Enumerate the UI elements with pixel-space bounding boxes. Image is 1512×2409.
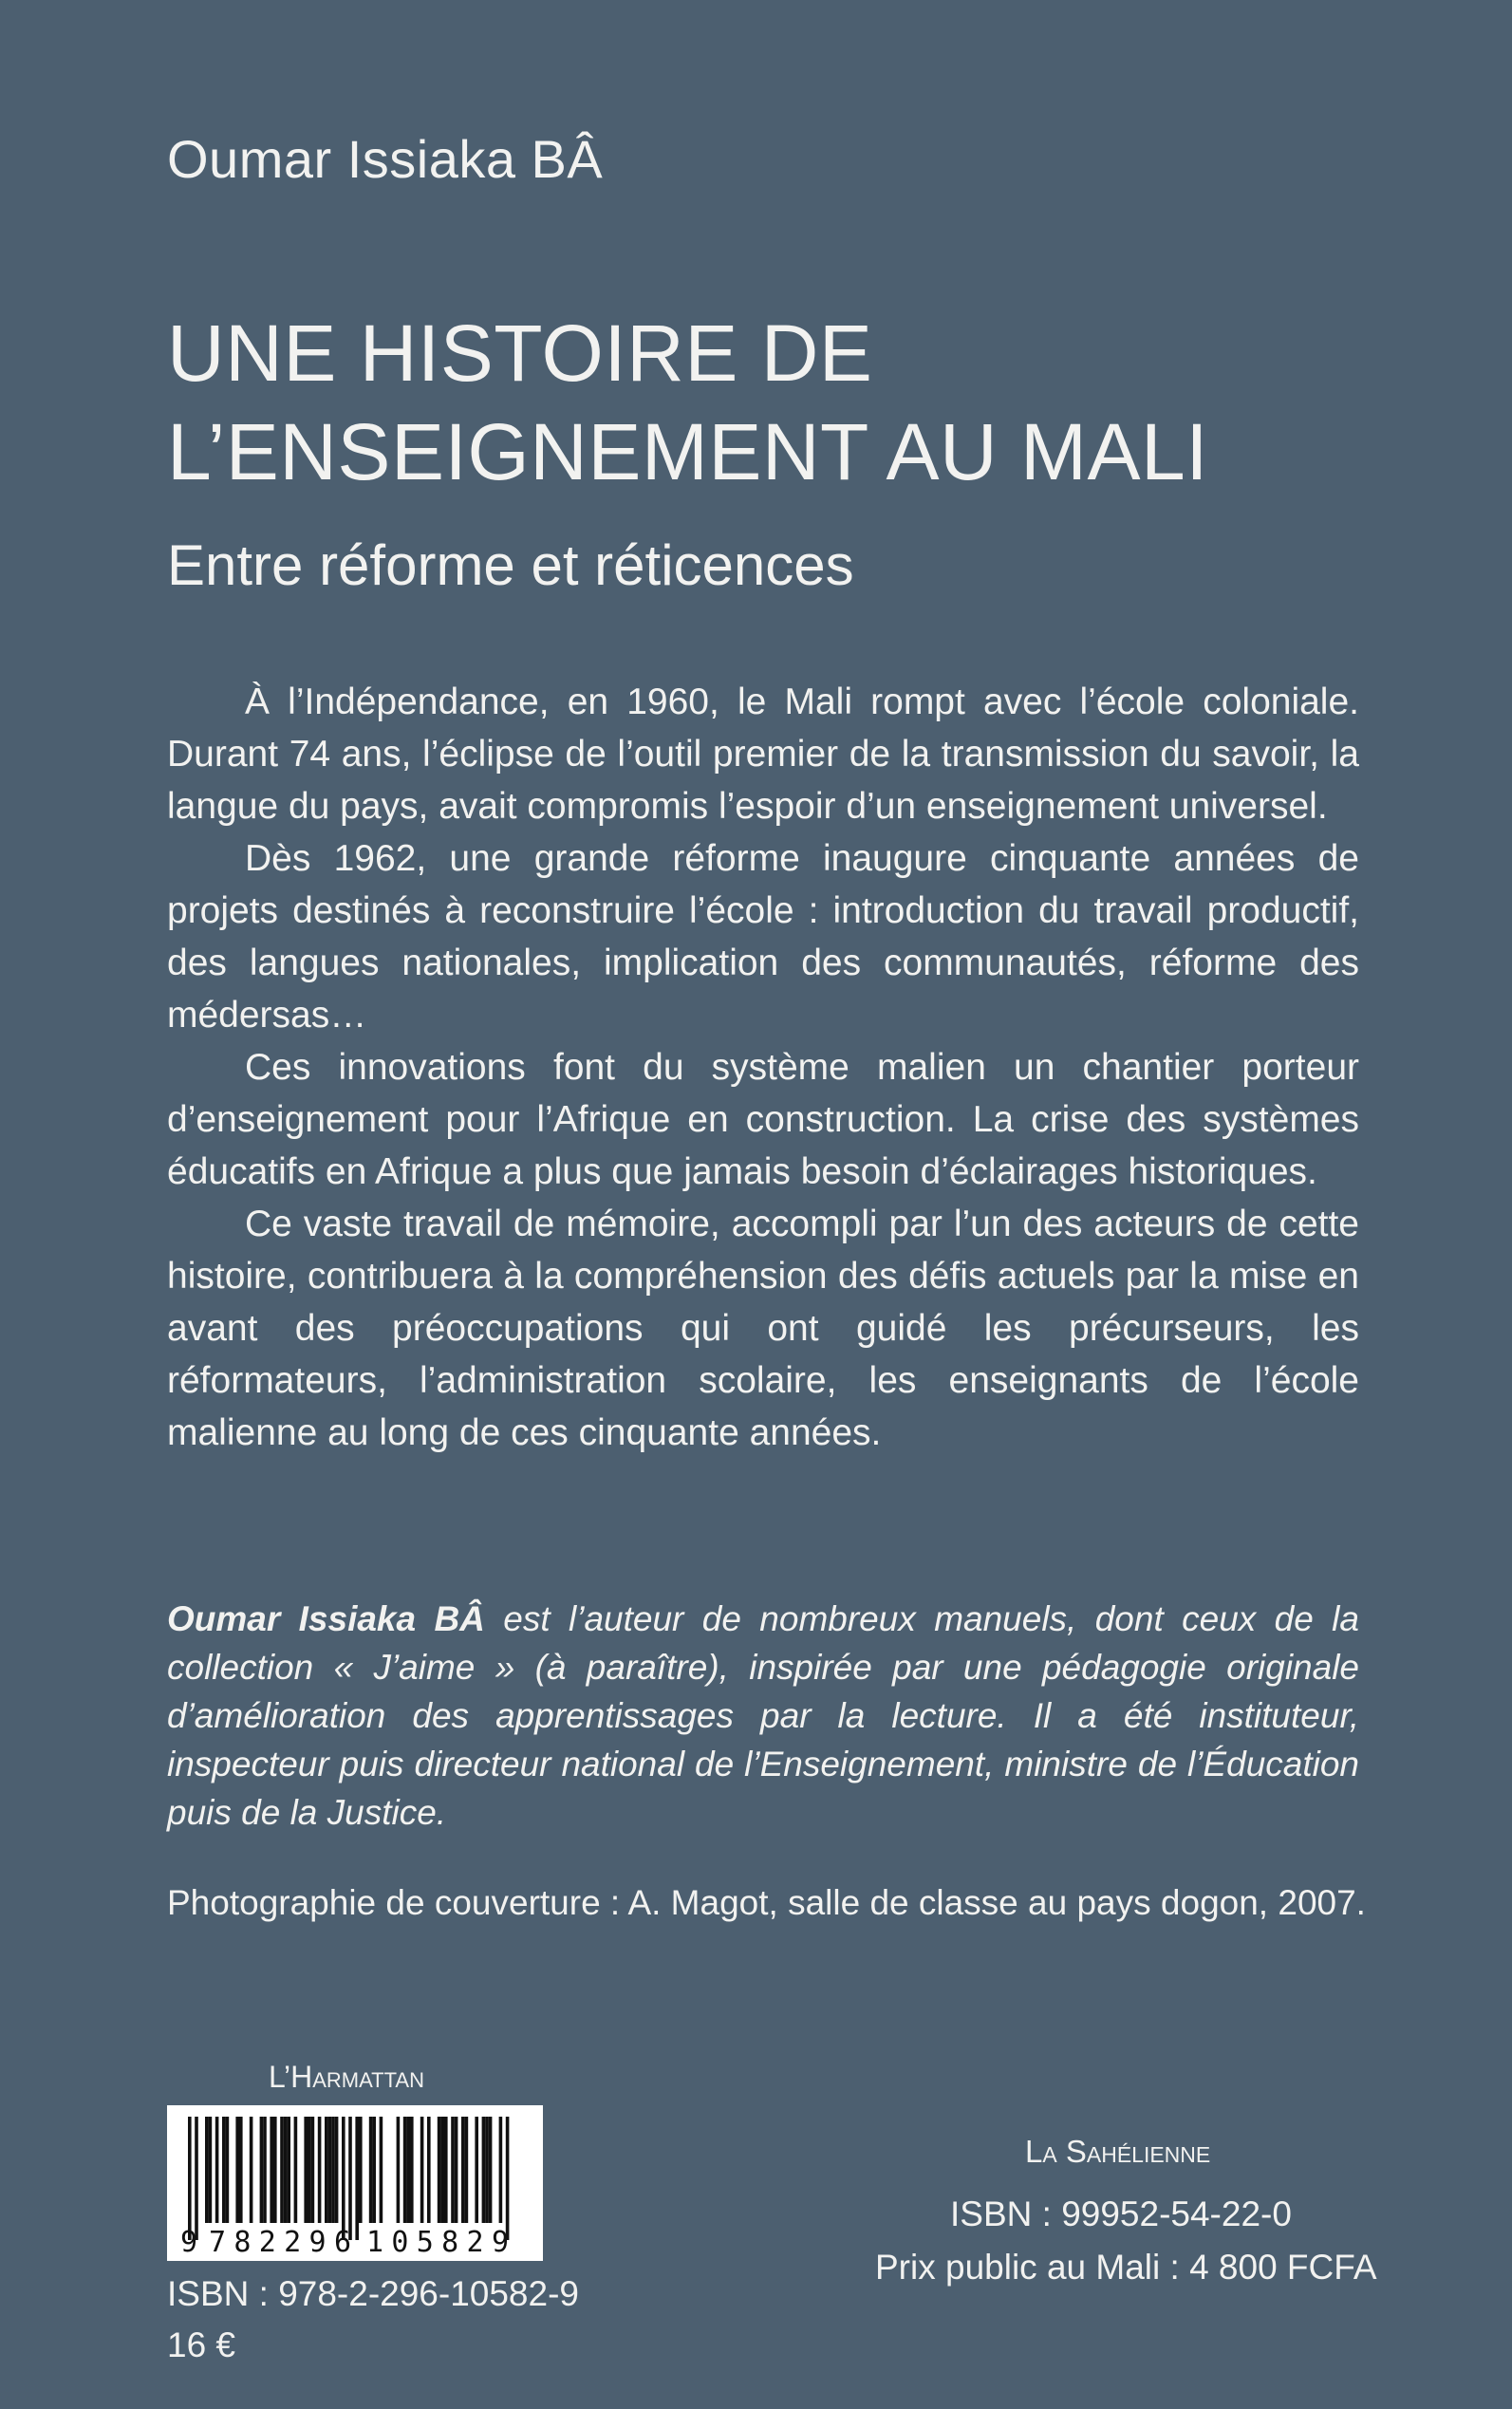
publisher-harmattan: L’Harmattan xyxy=(269,2060,424,2094)
barcode-bar xyxy=(273,2117,277,2223)
barcode-graphic xyxy=(167,2105,543,2261)
barcode-bar xyxy=(499,2117,503,2223)
barcode-bar xyxy=(239,2117,243,2223)
barcode-bar xyxy=(209,2117,213,2223)
barcode-bar xyxy=(188,2117,192,2240)
barcode-bar xyxy=(438,2117,441,2223)
barcode-bar xyxy=(465,2117,469,2223)
barcode-bar xyxy=(489,2117,493,2223)
blurb xyxy=(167,676,1359,1459)
barcode-bar xyxy=(461,2117,465,2223)
barcode-bar xyxy=(325,2117,328,2223)
barcode-bar xyxy=(311,2117,315,2223)
publisher-sahelienne: La Sahélienne xyxy=(1025,2134,1211,2169)
photo-credit: Photographie de couverture : A. Magot, salle de classe au pays dogon, 2007. xyxy=(167,1883,1366,1922)
barcode-bar xyxy=(235,2117,239,2223)
barcode-bar xyxy=(263,2117,267,2223)
barcode-bar xyxy=(359,2117,363,2223)
barcode-bar xyxy=(331,2117,335,2223)
barcode-bar xyxy=(444,2117,448,2223)
barcode-bar xyxy=(440,2117,444,2223)
barcode-bar xyxy=(342,2117,345,2240)
book-title xyxy=(167,304,1353,501)
barcode-bar xyxy=(294,2117,298,2223)
author-name: Oumar Issiaka BÂ xyxy=(167,129,604,189)
barcode-bar xyxy=(369,2117,373,2223)
barcode-bar xyxy=(420,2117,424,2223)
barcode-bar xyxy=(410,2117,414,2223)
title-line-2: L’ENSEIGNEMENT AU MALI xyxy=(167,407,1209,496)
barcode-bar xyxy=(215,2117,219,2223)
blurb-paragraph-2: Dès 1962, une grande réforme inaugure cinquante années de projets destinés à reconstruire l’école : introduction du travail productif, des langues nationales, implication des communautés, réforme des médersas… xyxy=(167,838,1359,1036)
barcode-bar xyxy=(335,2117,339,2223)
isbn-local: ISBN : 99952-54-22-0 xyxy=(950,2194,1292,2233)
barcode-bar xyxy=(348,2117,352,2240)
blurb-paragraph-1: À l’Indépendance, en 1960, le Mali rompt avec l’école coloniale. Durant 74 ans, l’éclipse de l’outil premier de la transmission du savoir, la langue du pays, avait compromis l’espoir d’un enseignement universel. xyxy=(167,682,1359,827)
bio-text: est l’auteur de nombreux manuels, dont ceux de la collection « J’aime » (à paraître), inspirée par une pédagogie originale d’amélioration des apprentissages par la lecture. Il a été instituteur, inspecteur puis directeur national de l’Enseignement, ministre de l’Éducation puis de la Justice. xyxy=(167,1599,1359,1832)
barcode-bar xyxy=(328,2117,332,2223)
blurb-paragraph-3: Ces innovations font du système malien un chantier porteur d’enseignement pour l’Afrique en construction. La crise des systèmes éducatifs en Afrique a plus que jamais besoin d’éclairages historiques. xyxy=(167,1047,1359,1192)
barcode-bar xyxy=(304,2117,308,2223)
barcode-bar xyxy=(403,2117,407,2223)
barcode-bar xyxy=(355,2117,359,2240)
barcode-bar xyxy=(455,2117,458,2223)
barcode-bar xyxy=(280,2117,284,2223)
barcode-bar xyxy=(380,2117,383,2223)
barcode-bar xyxy=(427,2117,431,2223)
barcode-digits-right: 105829 xyxy=(366,2226,509,2259)
barcode xyxy=(167,2105,543,2261)
barcode-bar xyxy=(260,2117,264,2223)
barcode-bar xyxy=(195,2117,198,2240)
barcode-bar xyxy=(250,2117,253,2223)
barcode-bar xyxy=(482,2117,486,2223)
book-subtitle: Entre réforme et réticences xyxy=(167,533,854,597)
blurb-paragraph-4: Ce vaste travail de mémoire, accompli par l’un des acteurs de cette histoire, contribuera à la compréhension des défis actuels par la mise en avant des préoccupations qui ont guidé les précurseurs, les réformateurs, l’administration scolaire, les enseignants de l’école malienne au long de ces cinquante années. xyxy=(167,1204,1359,1453)
barcode-digits-left: 782296 xyxy=(209,2226,351,2259)
barcode-bar xyxy=(475,2117,478,2223)
barcode-bar xyxy=(284,2117,288,2223)
barcode-bar xyxy=(397,2117,401,2223)
price-euro: 16 € xyxy=(167,2325,236,2364)
barcode-bar xyxy=(506,2117,510,2240)
barcode-bar xyxy=(287,2117,290,2223)
barcode-bar xyxy=(226,2117,230,2223)
bio-author-name: Oumar Issiaka BÂ xyxy=(167,1599,485,1638)
barcode-bar xyxy=(318,2117,322,2223)
barcode-bar xyxy=(270,2117,273,2223)
barcode-bar xyxy=(406,2117,410,2223)
barcode-bar xyxy=(205,2117,209,2223)
barcode-bar xyxy=(308,2117,311,2223)
barcode-digit-lead: 9 xyxy=(180,2226,198,2259)
price-mali: Prix public au Mali : 4 800 FCFA xyxy=(875,2248,1377,2287)
title-line-1: UNE HISTOIRE DE xyxy=(167,308,873,398)
barcode-bar xyxy=(372,2117,376,2223)
barcode-bar xyxy=(485,2117,489,2223)
isbn-13: ISBN : 978-2-296-10582-9 xyxy=(167,2274,579,2313)
author-bio xyxy=(167,1595,1359,1837)
barcode-bar xyxy=(222,2117,226,2223)
barcode-bar xyxy=(451,2117,455,2223)
